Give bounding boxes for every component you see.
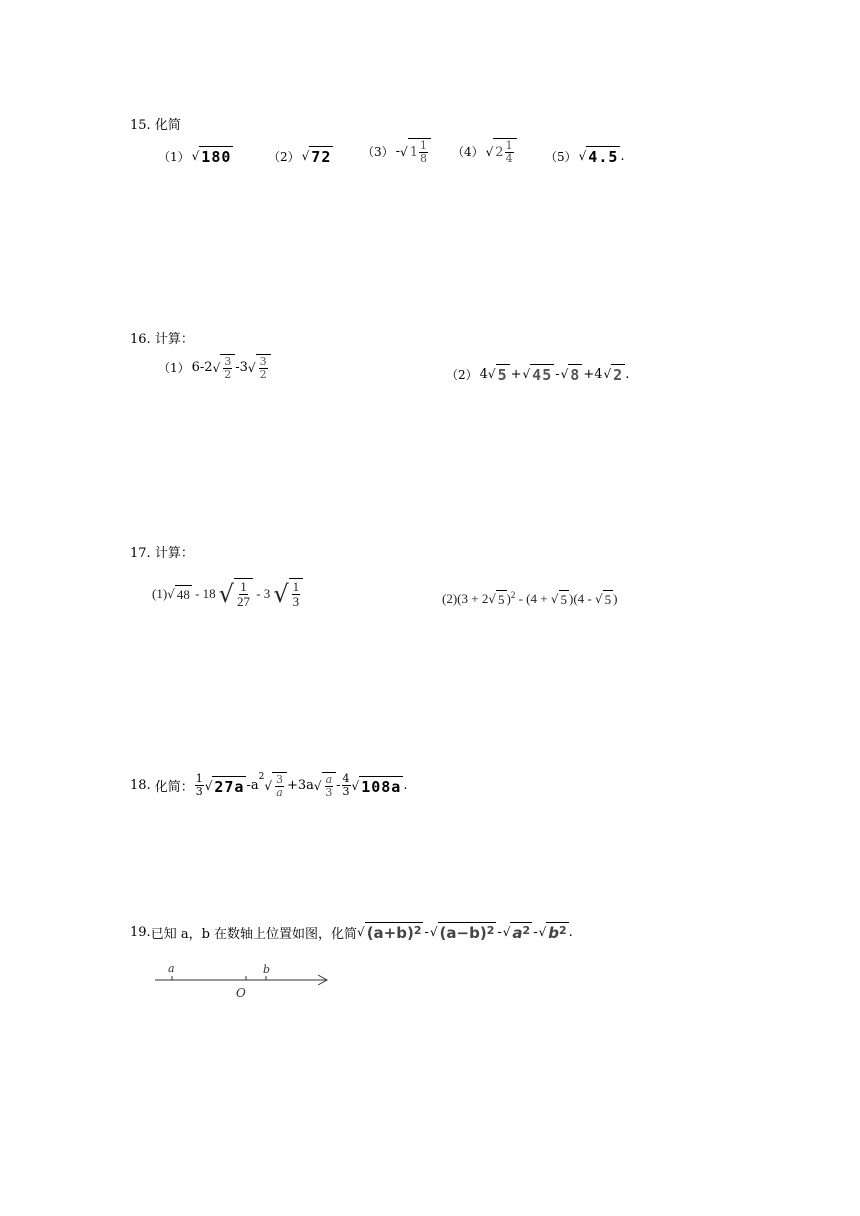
q18-term-2: +3a [287,778,314,794]
q18-fraction-3 [325,774,334,799]
q15-item-2-label: （2） [268,149,300,164]
q18-fraction-2 [275,774,284,799]
q17-part-2-text-3: - (4 + [515,591,551,606]
q19-radicand-2: (a−b) [439,924,487,942]
q15-title [130,114,181,133]
q15-item-5 [545,146,625,166]
q18-number: 18. [130,778,151,794]
q17-title-text: 计算： [154,546,194,561]
q15-item-4-fraction [505,140,514,165]
q17-part-1-num-2: 1 [292,579,300,594]
q16-part-1-fraction-1 [223,356,232,381]
q17-part-2-radicand-3: 5 [604,592,612,607]
q16-part-1-content-2 [256,354,271,381]
q15-item-5-radicand: 4.5 [588,148,619,166]
q16-part-2-radicand-3: 8 [570,366,581,384]
q19-op-1: - [424,924,429,940]
q18-den-1: 3 [195,785,203,799]
radical-sign-icon: √ [522,367,531,381]
q18-den-3: 3 [325,786,333,800]
q16-part-1-radical-2 [248,354,271,381]
q19-radicand-3: a [512,924,523,942]
q15-item-3-den: 8 [419,152,427,166]
q17-part-2-text-2: ) [506,591,511,606]
radical-sign-icon: √ [301,149,310,163]
q16-part-2-period: . [625,366,630,382]
q18-term-1: -a [246,778,259,794]
radical-sign-icon: √ [218,579,234,608]
q19-radical-3 [503,922,532,942]
q18-num-1: 1 [195,772,203,785]
q15-title-text: 化简 [154,118,181,133]
q17-part-2-radicand-1: 5 [498,592,505,607]
q17-part-2-exponent: 2 [510,590,516,600]
q17-part-1-radical-2 [219,578,253,610]
q17-part-1-label: (1) [152,585,168,601]
q17-part-1-fraction-1 [237,580,250,610]
q17-part-2-radical-2 [551,590,569,608]
radical-sign-icon: √ [357,925,365,939]
q16-part-2 [446,364,629,384]
q15-item-3 [362,138,431,165]
q18-period: . [403,778,408,794]
q16-part-2-radicand-4: 2 [613,366,624,384]
q15-item-2-radical [302,146,334,166]
q16-part-2-op-3: +4 [583,366,603,382]
radical-sign-icon: √ [488,592,496,606]
q16-part-1-label: （1） [158,361,190,376]
q18-radicand-1: 27a [214,777,245,796]
q15-item-4-label: （4） [452,145,484,160]
q16-part-1-den-2: 2 [259,368,267,382]
q16-part-2-radicand-2: 45 [532,366,553,384]
radical-sign-icon: √ [167,586,175,601]
q17-part-1-radical-1 [167,585,192,603]
radical-sign-icon: √ [429,925,438,939]
radical-sign-icon: √ [538,925,547,939]
q16-part-2-label: （2） [446,367,478,382]
q19-exponent-2: 2 [486,924,495,937]
q17-part-1-content-2 [234,578,253,610]
q15-item-1-radical [192,146,234,166]
radical-sign-icon: √ [273,579,289,608]
q18-term-3: - [336,778,341,794]
q17-title [130,542,194,561]
q16-part-2-radical-4 [604,364,626,384]
q15-item-1-label: （1） [158,149,190,164]
q17-part-1-op-1: - 18 [191,585,216,601]
q16-part-2-radical-3 [561,364,583,384]
q16-part-2-radicand-1: 5 [497,366,508,384]
q16-title [130,328,194,347]
q18-num-4: 4 [342,772,350,785]
q17-part-1-content-3 [289,578,304,610]
q19-content-3 [510,922,532,942]
q19-op-3: - [533,924,538,940]
q15-item-4-num: 1 [505,139,513,152]
q18-content-2 [272,772,287,799]
radical-sign-icon: √ [595,592,603,606]
q17-part-1-den-1: 27 [236,594,250,610]
q18-radical-2 [264,772,287,799]
q16-part-2-coef: 4 [479,366,488,382]
q15-item-4-radical [486,138,517,165]
q19-content-2 [438,922,497,942]
q18-den-2: a [276,786,283,800]
q15-item-4-content [493,138,516,165]
q17-part-2-text-1: (3 + 2 [457,591,489,606]
q19-period: . [568,924,573,940]
q16-part-1-num-1: 3 [224,355,232,368]
q17-part-2-radical-3 [595,590,613,608]
q18-content-3 [322,772,337,799]
q19-radical-1 [357,922,423,942]
radical-sign-icon: √ [603,367,612,381]
q17-number: 17. [130,546,151,561]
q16-part-1 [158,354,271,381]
q19-content-4 [546,922,568,942]
q17-part-1-radical-3 [273,578,303,610]
q17-part-2-text-5: ) [613,591,618,606]
q15-item-3-content [408,138,431,165]
radical-sign-icon: √ [400,144,408,159]
q18-den-4: 3 [342,785,350,799]
q15-item-4-whole: 2 [495,145,504,161]
q17-part-1 [152,578,303,610]
q16-part-2-radical-1 [488,364,510,384]
q17-part-1-radicand-1: 48 [176,586,190,602]
q18-fraction-4 [342,773,351,798]
q19-radicand-1: (a+b) [366,924,414,942]
radical-sign-icon: √ [502,925,511,939]
q18-title-text: 化简： [154,780,194,796]
label-b: b [263,963,271,976]
q18-line [130,772,407,799]
q15-item-3-minus: - [395,144,401,160]
q18-num-3: a [325,773,333,786]
q15-item-1 [158,146,233,166]
q17-part-1-den-2: 3 [292,594,300,610]
q16-part-1-fraction-2 [259,356,268,381]
q17-part-2-label: (2) [442,591,458,606]
q19-line [130,922,573,942]
q16-part-1-radical-1 [213,354,236,381]
radical-sign-icon: √ [247,360,256,375]
q16-part-1-num-2: 3 [259,355,267,368]
radical-sign-icon: √ [204,778,213,793]
q15-item-1-radicand: 180 [201,148,232,166]
q19-number: 19. [130,924,151,940]
q18-radical-3 [314,772,336,799]
q17-part-1-fraction-2 [292,580,301,610]
radical-sign-icon: √ [313,778,322,793]
q18-radical-4 [352,776,404,796]
q17-part-2-text-4: )(4 - [569,591,595,606]
q18-fraction-1 [195,773,204,798]
q16-title-text: 计算： [154,332,194,347]
q15-item-2 [268,146,333,166]
q15-item-3-whole: 1 [409,145,418,161]
q19-exponent-4: 2 [559,924,567,937]
q18-radical-1 [205,776,247,796]
q19-exponent-3: 2 [522,924,531,937]
label-a: a [168,962,175,975]
q16-part-1-term-b: -3 [235,360,248,376]
q19-exponent-1: 2 [413,924,422,937]
q15-item-3-fraction [419,140,428,165]
radical-sign-icon: √ [264,778,272,793]
q15-number: 15. [130,118,151,133]
q16-part-1-den-1: 2 [224,368,232,382]
radical-sign-icon: √ [487,367,496,381]
q15-item-3-radical [400,138,431,165]
q15-item-4-den: 4 [505,152,513,166]
radical-sign-icon: √ [212,360,221,375]
radical-sign-icon: √ [560,367,569,381]
q15-item-3-num: 1 [419,139,427,152]
radical-sign-icon: √ [351,778,360,793]
q16-number: 16. [130,332,151,347]
q19-radical-2 [430,922,496,942]
radical-sign-icon: √ [191,149,200,163]
radical-sign-icon: √ [578,149,587,163]
radical-sign-icon: √ [485,144,494,159]
q19-op-2: - [497,924,502,940]
q17-part-1-num-1: 1 [240,579,247,594]
q17-part-2-radicand-2: 5 [560,592,567,607]
q17-part-2 [442,590,618,608]
q16-part-1-term-a: 6-2 [191,360,213,376]
q19-radicand-4: b [548,924,559,942]
radical-sign-icon: √ [550,592,559,606]
q15-item-2-radicand: 72 [311,148,332,166]
q18-num-2: 3 [276,773,283,786]
q16-part-2-radical-2 [523,364,555,384]
q19-radical-4 [539,922,569,942]
q18-exponent: 2 [258,772,265,782]
q15-item-4 [452,138,517,165]
number-line-figure [150,958,335,1002]
q15-item-3-label: （3） [362,145,394,160]
q15-item-5-period: . [620,148,625,164]
q17-part-2-radical-1 [488,590,506,608]
label-origin: O [236,986,246,1000]
q16-part-2-op-2: - [555,366,560,382]
q18-radicand-4: 108a [361,777,402,796]
q19-content-1 [365,922,424,942]
q15-item-5-radical [579,146,621,166]
q17-part-1-op-2: - 3 [252,585,271,601]
q19-text: 已知 a，b 在数轴上位置如图，化简 [150,926,358,942]
q16-part-1-content-1 [220,354,235,381]
q16-part-2-op-1: + [510,366,522,382]
q15-item-5-label: （5） [545,149,577,164]
